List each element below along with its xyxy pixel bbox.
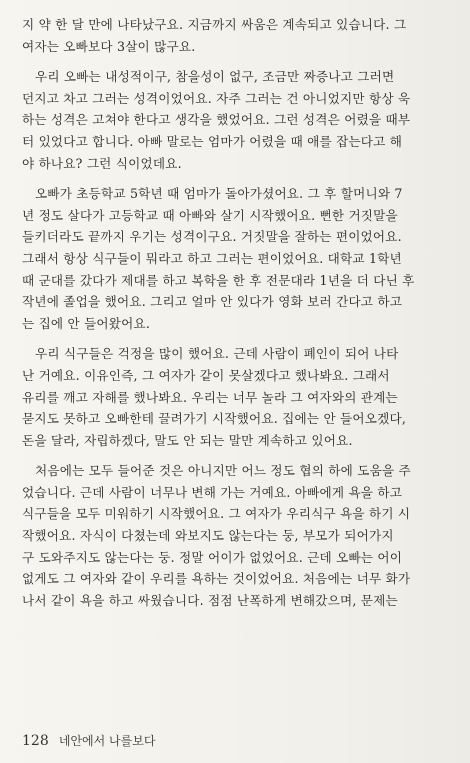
text-line: 돈을 달라, 자립하겠다, 말도 안 되는 말만 계속하고 있어요. <box>22 432 353 448</box>
text-line: 나서 같이 욕을 하고 싸웠습니다. 점점 난폭하게 변해갔으며, 문제는 <box>22 592 398 608</box>
text-line: 야 하나요? 그런 식이었데요. <box>22 155 182 171</box>
text-line: 우리 식구들은 걱정을 많이 했어요. 근데 사람이 폐인이 되어 나타 <box>35 346 399 362</box>
paragraph <box>22 183 458 334</box>
text-line: 구 도와주지도 않는다는 둥. 정말 어이가 없었어요. 근데 오빠는 어이 <box>22 549 403 565</box>
body-text <box>22 14 458 611</box>
text-line: 묻지도 못하고 오빠한테 끌려가기 시작했어요. 집에는 안 들어오겠다, <box>22 411 407 427</box>
page-number: 128 <box>22 733 49 749</box>
text-line: 유리를 깨고 자해를 했나봐요. 우리는 너무 놀라 그 여자와의 관계는 <box>22 389 398 405</box>
paragraph <box>22 460 458 611</box>
text-line: 지 약 한 달 만에 나타났구요. 지금까지 싸움은 계속되고 있습니다. 그 <box>22 17 407 32</box>
text-line: 식구들을 모두 미워하기 시작했어요. 그 여자가 우리식구 욕을 하기 시 <box>22 506 411 522</box>
text-line: 들키더라도 끝까지 우기는 성격이구요. 거짓말을 잘하는 편이었어요. <box>22 229 402 245</box>
text-line: 난 거예요. 이유인즉, 그 여자가 같이 못살겠다고 했나봐요. 그래서 <box>22 367 390 383</box>
page-footer <box>22 732 155 749</box>
text-line: 오빠가 초등학교 5학년 때 엄마가 돌아가셨어요. 그 후 할머니와 7 <box>35 186 403 202</box>
text-line: 때 군대를 갔다가 제대를 하고 복학을 한 후 전문대라 1년을 더 다닌 후 <box>22 272 415 288</box>
text-line: 없게도 그 여자와 같이 우리를 욕하는 것이었어요. 처음에는 너무 화가 <box>22 571 411 587</box>
text-line: 그래서 항상 식구들이 뭐라고 하고 그러는 편이었어요. 대학교 1학년 <box>22 250 402 266</box>
paragraph <box>22 66 458 174</box>
text-line: 었습니다. 근데 사람이 너무나 변해 가는 거예요. 아빠에게 욕을 하고 <box>22 484 403 500</box>
text-line: 작했어요. 자식이 다쳤는데 와보지도 않는다는 둥, 부모가 되어가지 <box>22 528 394 544</box>
text-line: 터 있었다고 합니다. 아빠 말로는 엄마가 어렸을 때 애를 잡는다고 해 <box>22 133 403 149</box>
text-line: 작년에 졸업을 했어요. 그리고 얼마 안 있다가 영화 보러 간다고 하고 <box>22 294 403 310</box>
text-line: 는 집에 안 들어왔어요. <box>22 315 151 331</box>
text-line: 여자는 오빠보다 3살이 많구요. <box>22 38 196 54</box>
paragraph <box>22 14 458 57</box>
text-line: 우리 오빠는 내성적이구, 참을성이 없구, 조금만 짜증나고 그러면 <box>35 69 395 85</box>
paragraph <box>22 343 458 451</box>
text-line: 던지고 차고 그러는 성격이었어요. 자주 그러는 건 아니었지만 항상 욱 <box>22 90 411 106</box>
text-line: 처음에는 모두 들어준 것은 아니지만 어느 정도 협의 하에 도움을 주 <box>35 463 411 479</box>
running-title: 네안에서 나를보다 <box>58 734 156 748</box>
text-line: 하는 성격은 고쳐야 한다고 생각을 했었어요. 그런 성격은 어렸을 때부 <box>22 112 411 128</box>
text-line: 년 정도 살다가 고등학교 때 아빠와 살기 시작했어요. 뻔한 거짓말을 <box>22 207 398 223</box>
